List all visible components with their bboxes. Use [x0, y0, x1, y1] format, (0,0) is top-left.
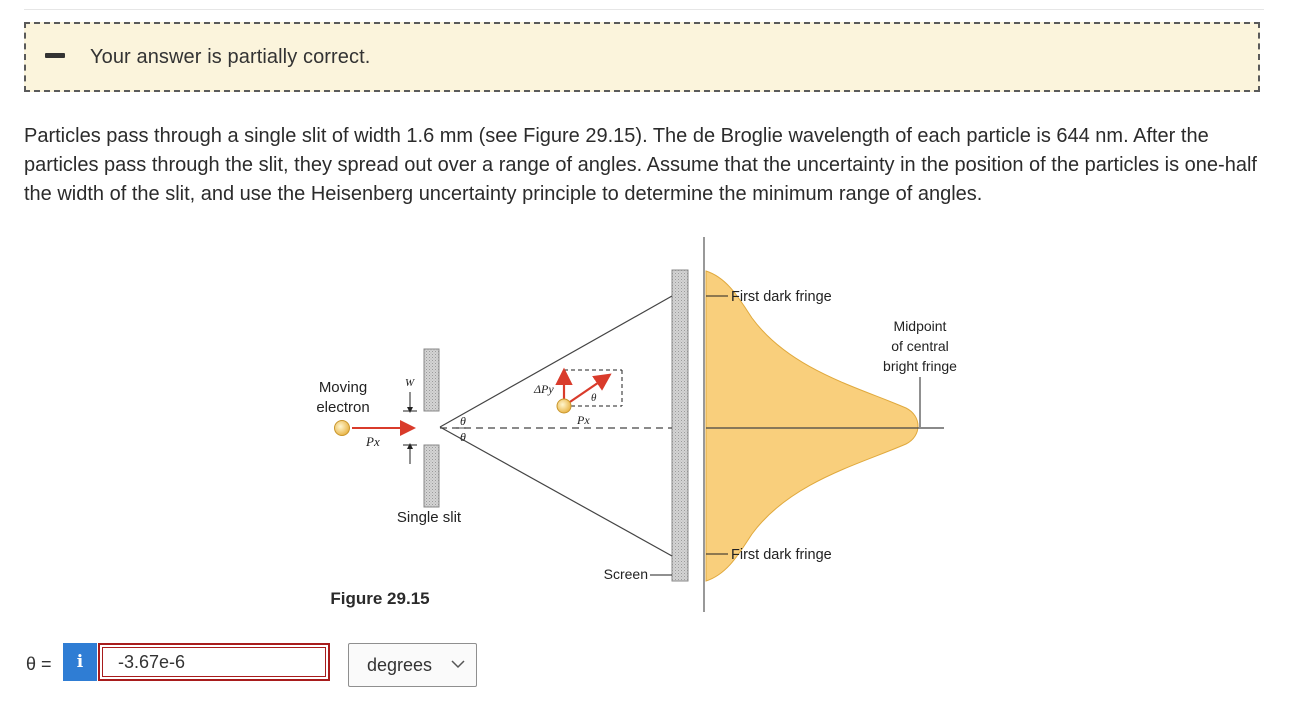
fringe-intensity-curve	[706, 271, 918, 581]
svg-text:W: W	[405, 377, 415, 389]
answer-input[interactable]	[98, 643, 330, 681]
svg-text:electron: electron	[316, 399, 370, 416]
question-text: Particles pass through a single slit of width 1.6 mm (see Figure 29.15). The de Broglie wavelength of each particle is 644 nm. After the particles pass through the slit, they spread out over a range of angles. Assume that the uncertainty in the position of the particles is one-half the width of the slit, and use the Heisenberg uncertainty principle to determine the minimum range of angles.	[24, 125, 1257, 205]
info-icon[interactable]: i	[63, 643, 97, 681]
svg-text:of central: of central	[891, 338, 949, 354]
svg-text:Screen: Screen	[603, 566, 648, 582]
answer-row	[0, 640, 600, 692]
svg-text:Midpoint: Midpoint	[893, 318, 947, 334]
svg-text:Moving: Moving	[318, 379, 368, 396]
units-select[interactable]	[348, 643, 477, 687]
svg-text:θ: θ	[460, 430, 466, 444]
units-selected-value: degrees	[367, 654, 433, 675]
svg-text:Single slit: Single slit	[396, 509, 462, 526]
slit-barrier-bottom	[424, 445, 439, 507]
slit-barrier-top	[424, 349, 439, 411]
svg-text:θ: θ	[591, 392, 597, 404]
svg-text:bright fringe: bright fringe	[883, 358, 957, 374]
screen	[672, 270, 688, 581]
svg-text:First dark fringe: First dark fringe	[731, 547, 832, 563]
svg-text:ΔPy: ΔPy	[534, 382, 554, 396]
svg-text:θ: θ	[460, 414, 466, 428]
answer-label: θ =	[26, 654, 52, 674]
svg-text:Px: Px	[366, 434, 380, 449]
figure-caption: Figure 29.15	[330, 589, 430, 608]
chevron-down-icon	[450, 656, 466, 672]
svg-text:First dark fringe: First dark fringe	[731, 289, 832, 305]
electron-icon	[335, 421, 350, 436]
svg-text:Px: Px	[577, 413, 590, 427]
feedback-message: Your answer is partially correct.	[90, 46, 371, 68]
